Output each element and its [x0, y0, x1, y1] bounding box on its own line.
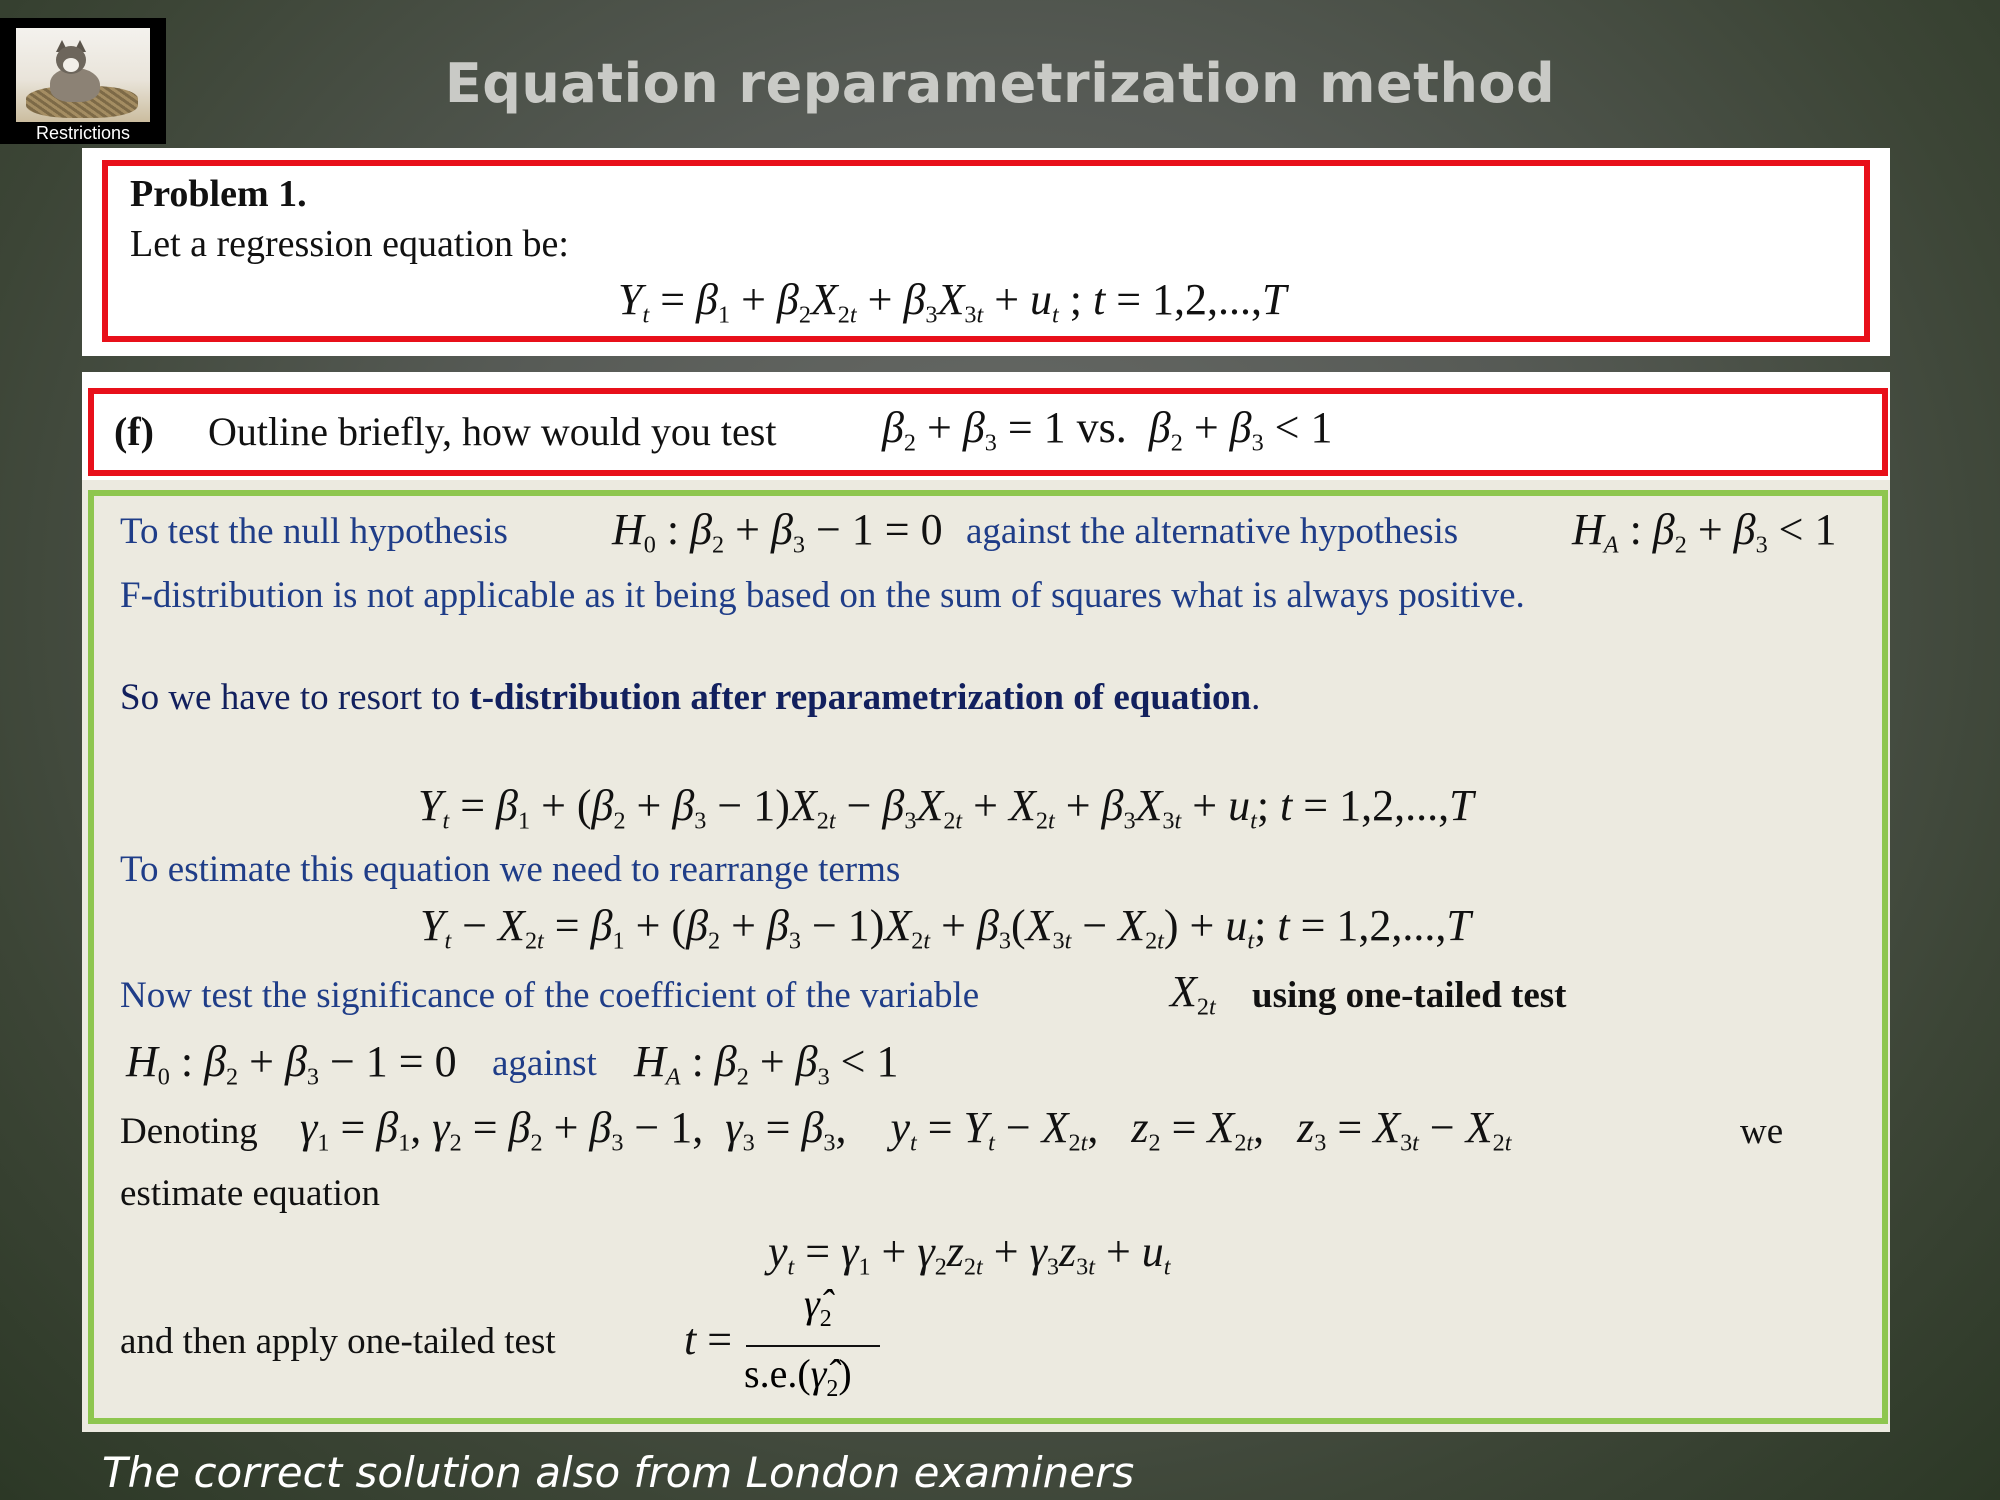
- question-f-label: (f): [114, 409, 154, 454]
- denoting-we: we: [1740, 1111, 1784, 1152]
- problem-panel: [82, 148, 1890, 356]
- problem-heading: Problem 1.: [130, 173, 307, 215]
- final-equation: $y_t = \gamma_1 + \gamma_2z_{2t} + \gamma_3z_{3t} + u_t$: [768, 1227, 1171, 1281]
- t-statistic-denominator: $s.e.(\gammâ_2)$: [744, 1351, 852, 1402]
- footer-note: The correct solution also from London examiners: [102, 1448, 1135, 1497]
- question-f-text: Outline briefly, how would you test: [208, 409, 777, 454]
- problem-equation: $Y_t = \beta_1 + \beta_2X_{2t} + \beta_3X_{3t} + u_t$ ; t = 1,2,...,T: [618, 275, 1287, 329]
- t-statistic-numerator: $\gammâ_2$: [804, 1281, 832, 1332]
- solution-line4: To estimate this equation we need to rearrange terms: [120, 849, 901, 890]
- t-statistic-fraction-bar: [746, 1345, 880, 1347]
- question-f-panel: [82, 372, 1890, 482]
- solution-line2: F-distribution is not applicable as it being based on the sum of squares what is always positive.: [120, 575, 1525, 616]
- apply-label: and then apply one-tailed test: [120, 1321, 556, 1362]
- solution-line3: So we have to resort to t-distribution after reparametrization of equation.: [120, 677, 1261, 718]
- hyp-against: against: [492, 1043, 597, 1084]
- question-f-hypothesis: $\beta_2 + \beta_3 = 1$ vs. $\beta_2 + \beta_3 < 1$: [882, 403, 1333, 457]
- solution-line1-a: To test the null hypothesis: [120, 511, 508, 552]
- hyp-h0-eq: $H_0$ : $\beta_2 + \beta_3 - 1 = 0$: [126, 1037, 457, 1091]
- solution-line5-bold: using one-tailed test: [1252, 975, 1567, 1016]
- slide-title: Equation reparametrization method: [444, 52, 1556, 115]
- solution-line1-b: against the alternative hypothesis: [966, 511, 1459, 552]
- t-statistic-lhs: t =: [684, 1315, 733, 1364]
- logo-label: Restrictions: [35, 123, 131, 143]
- hyp-ha-eq: $H_A$ : $\beta_2 + \beta_3 < 1$: [634, 1037, 899, 1091]
- denoting-equations: $\gamma_1 = \beta_1$, $\gamma_2 = \beta_2 + \beta_3 - 1$, $\gamma_3 = \beta_3$, $y_t = Y_t - X_{2t}$, $z_2 = X_{2t}$, $z_3 = X_{3t} - X_{2t}$: [300, 1103, 1512, 1157]
- reparam-equation: $Y_t = \beta_1 + (\beta_2 + \beta_3 - 1)X_{2t} - \beta_3X_{2t} + X_{2t} + \beta_3X_{3t} + u_t$; t = 1,2,...,T: [418, 781, 1474, 835]
- denoting-label: Denoting: [120, 1111, 258, 1152]
- null-hypothesis-eq: $H_0$ : $\beta_2 + \beta_3 - 1 = 0$: [612, 505, 943, 559]
- variable-x2t: $X_{2t}$: [1170, 967, 1216, 1021]
- alt-hypothesis-eq: $H_A$ : $\beta_2 + \beta_3 < 1$: [1572, 505, 1837, 559]
- problem-intro: Let a regression equation be:: [130, 223, 569, 265]
- solution-panel: [82, 480, 1890, 1432]
- solution-box: [88, 490, 1888, 1424]
- rearranged-equation: $Y_t - X_{2t} = \beta_1 + (\beta_2 + \beta_3 - 1)X_{2t} + \beta_3(X_{3t} - X_{2t}) + u_t$; t = 1,2,...,T: [420, 901, 1471, 955]
- estimate-label: estimate equation: [120, 1173, 380, 1214]
- solution-line5: Now test the significance of the coefficient of the variable: [120, 975, 980, 1016]
